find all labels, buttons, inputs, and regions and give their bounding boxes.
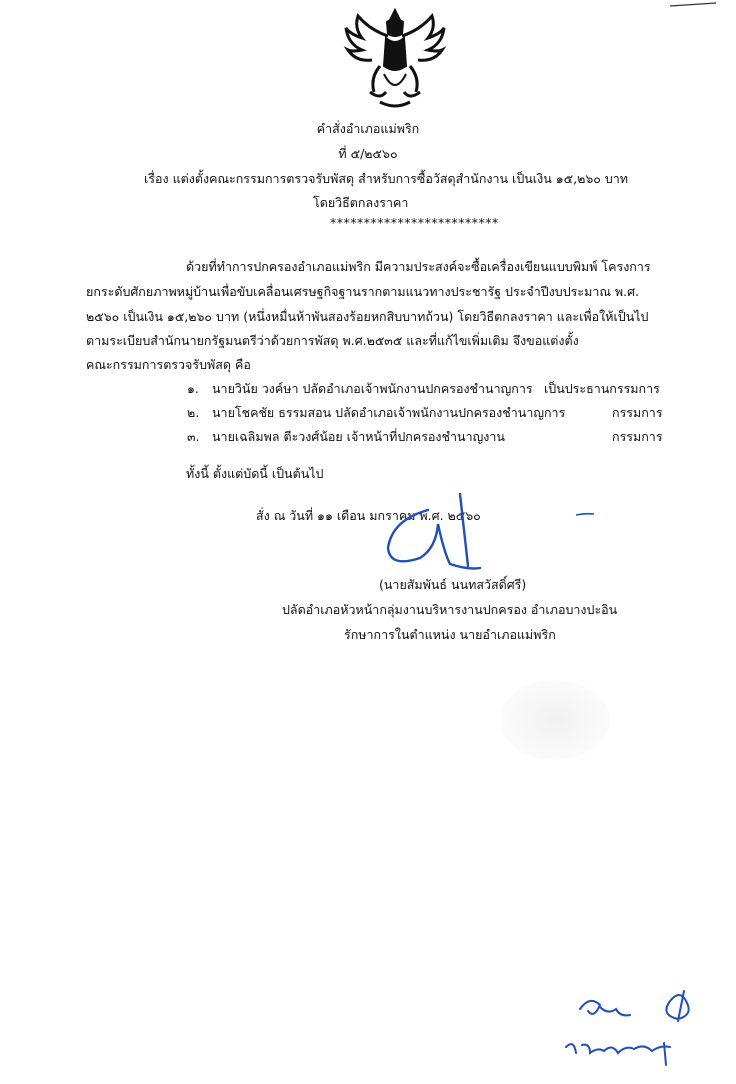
committee-number: ๒. [187,405,200,420]
effective-statement: ทั้งนี้ ตั้งแต่บัดนี้ เป็นต้นไป [186,466,324,481]
signatory-acting: รักษาการในตำแหน่ง นายอำเภอแม่พริก [344,627,556,642]
committee-role: กรรมการ [612,405,663,420]
order-title: คำสั่งอำเภอแม่พริก [316,121,420,136]
committee-name: นายวินัย วงค์ษา ปลัดอำเภอเจ้าพนักงานปกครองชำนาญการ [212,381,533,396]
separator: ************************* [330,215,499,230]
order-subject: เรื่อง แต่งตั้งคณะกรรมการตรวจรับพัสดุ สำหรับการซื้อวัสดุสำนักงาน เป็นเงิน ๑๕,๒๖๐ บาท [144,171,629,186]
signature [372,490,492,578]
committee-name: นายเฉลิมพล ตีะวงศ์น้อย เจ้าหน้าที่ปกครองชำนาญงาน [212,429,505,444]
corner-mark [668,0,718,8]
faint-stamp [500,680,610,760]
committee-number: ๑. [187,381,199,396]
garuda-emblem-icon [340,6,450,112]
order-subject-line2: โดยวิธีตกลงราคา [313,195,409,210]
signatory-position: ปลัดอำเภอหัวหน้ากลุ่มงานบริหารงานปกครอง อำเภอบางปะอิน [282,602,618,617]
signatory-name: (นายสัมพันธ์ นนทสวัสดิ์ศรี) [379,577,527,592]
committee-role: กรรมการ [612,429,663,444]
body-line: ยกระดับศักยภาพหมู่บ้านเพื่อขับเคลื่อนเศรษฐกิจฐานรากตามแนวทางประชารัฐ ประจำปีงบประมาณ พ.ศ. [86,284,640,299]
dash-mark [574,510,596,518]
order-number: ที่ ๕/๒๕๖๐ [338,146,398,161]
body-line: ๒๕๖๐ เป็นเงิน ๑๕,๒๖๐ บาท (หนึ่งหมื่นห้าพันสองร้อยหกสิบบาทถ้วน) โดยวิธีตกลงราคา และเพื่อให้เป็นไป [86,309,649,324]
order-date: สั่ง ณ วันที่ ๑๑ เดือน มกราคม พ.ศ. ๒๕๖๐ [256,508,481,523]
committee-number: ๓. [187,429,200,444]
committee-role: เป็นประธานกรรมการ [544,381,660,396]
body-line: คณะกรรมการตรวจรับพัสดุ คือ [86,357,251,372]
body-line: ด้วยที่ทำการปกครองอำเภอแม่พริก มีความประสงค์จะซื้อเครื่องเขียนแบบพิมพ์ โครงการ [186,259,651,274]
committee-name: นายโชคชัย ธรรมสอน ปลัดอำเภอเจ้าพนักงานปกครองชำนาญการ [212,405,566,420]
handwritten-initials [560,985,720,1075]
body-line: ตามระเบียบสำนักนายกรัฐมนตรีว่าด้วยการพัสดุ พ.ศ.๒๕๓๕ และที่แก้ไขเพิ่มเติม จึงขอแต่งตั้ง [86,333,579,348]
